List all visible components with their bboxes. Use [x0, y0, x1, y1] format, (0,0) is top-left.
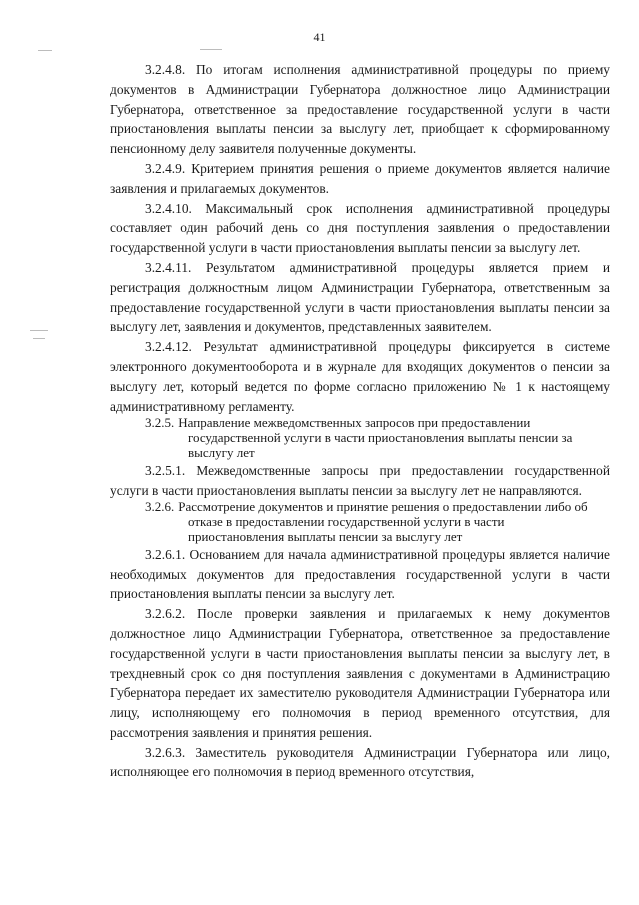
scan-artifact	[200, 49, 222, 50]
paragraph: 3.2.4.10. Максимальный срок исполнения административной процедуры составляет один рабочий день со дня поступления заявления о предоставлении государственной услуги в части приостановления выплаты пенсии за выслугу лет.	[110, 200, 610, 256]
paragraph: 3.2.4.12. Результат административной процедуры фиксируется в системе электронного документооборота и в журнале для входящих документов о пенсии за выслугу лет, который ведется по форме согласно приложению № 1 к настоящему административному регламенту.	[110, 339, 610, 414]
paragraph: 3.2.4.8. По итогам исполнения административной процедуры по приему документов в Администрации Губернатора должностное лицо Администрации Губернатора, ответственное за предоставление государственной услуги в части приостановления выплаты пенсии за выслугу лет, приобщает к сформированному пенсионному делу заявителя полученные документы.	[110, 62, 610, 157]
scan-artifact	[38, 50, 52, 51]
section-number: 3.2.5.	[145, 415, 175, 431]
page-number: 41	[313, 30, 326, 44]
paragraph: 3.2.6.1. Основанием для начала административной процедуры является наличие необходимых документов для предоставления государственной услуги в части приостановления выплаты пенсии за выслугу лет.	[110, 546, 610, 602]
paragraph: 3.2.6.2. После проверки заявления и прилагаемых к нему документов должностное лицо Администрации Губернатора, ответственное за предоставление государственной услуги в части приостановления выплаты пенсии за выслугу лет, в трехдневный срок со дня поступления заявления с документами в Администрацию Губернатора передает их заместителю руководителя Администрации Губернатора или лицу, исполняющему его полномочия в период временного отсутствия, для рассмотрения заявления и принятия решения.	[110, 606, 610, 740]
paragraph: 3.2.6.3. Заместитель руководителя Администрации Губернатора или лицо, исполняющее его полномочия в период временного отсутствия,	[110, 744, 610, 780]
section-heading-text: Направление межведомственных запросов при предоставлении государственной услуги в части приостановления выплаты пенсии за выслугу лет	[178, 415, 573, 460]
section-heading-text: Рассмотрение документов и принятие решения о предоставлении либо об отказе в предоставлении государственной услуги в части приостановления выплаты пенсии за выслугу лет	[178, 499, 588, 544]
section-number: 3.2.6.	[145, 499, 175, 515]
section-heading	[110, 500, 610, 544]
document-body	[110, 60, 610, 782]
paragraph: 3.2.4.9. Критерием принятия решения о приеме документов является наличие заявления и прилагаемых документов.	[110, 160, 610, 196]
scan-artifact	[30, 330, 48, 331]
paragraph: 3.2.4.11. Результатом административной процедуры является прием и регистрация должностным лицом Администрации Губернатора, ответственным за предоставление государственной услуги в части приостановления выплаты пенсии за выслугу лет, заявления и документов, представленных заявителем.	[110, 259, 610, 335]
scan-artifact	[33, 338, 45, 339]
section-heading	[110, 416, 610, 460]
paragraph: 3.2.5.1. Межведомственные запросы при предоставлении государственной услуги в части приостановления выплаты пенсии за выслугу лет не направляются.	[110, 462, 610, 498]
